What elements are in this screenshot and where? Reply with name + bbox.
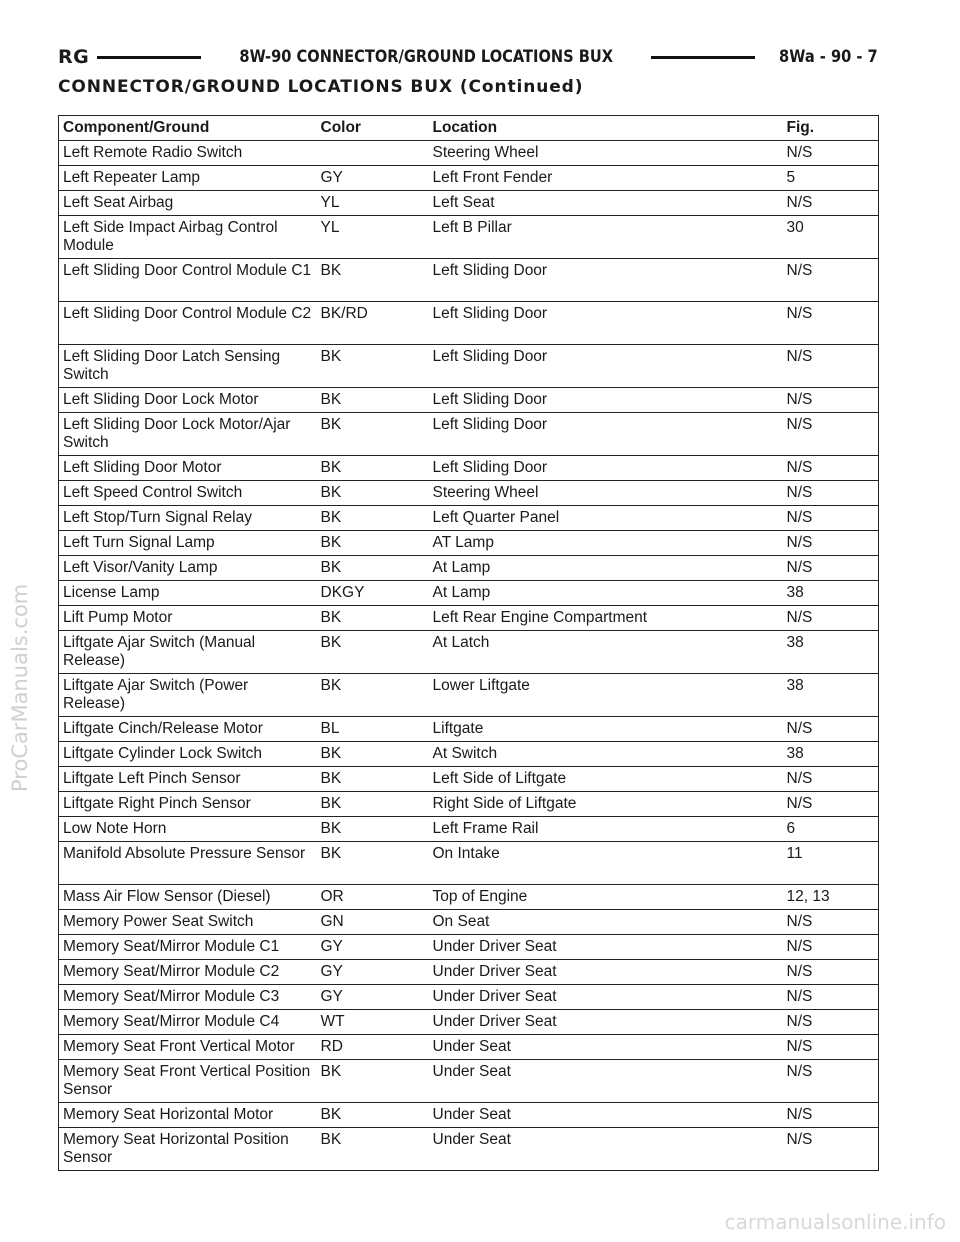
table-row	[59, 506, 879, 531]
cell-component: Memory Seat Front Vertical Motor	[59, 1035, 317, 1060]
cell-component: Liftgate Cinch/Release Motor	[59, 717, 317, 742]
cell-component: Left Stop/Turn Signal Relay	[59, 506, 317, 531]
cell-component: Memory Seat/Mirror Module C4	[59, 1010, 317, 1035]
table-row	[59, 345, 879, 388]
cell-color	[317, 141, 429, 166]
cell-fig: N/S	[783, 1010, 879, 1035]
cell-fig: N/S	[783, 1060, 879, 1103]
table-row	[59, 141, 879, 166]
cell-component: Left Seat Airbag	[59, 191, 317, 216]
cell-component: Liftgate Right Pinch Sensor	[59, 792, 317, 817]
cell-fig: N/S	[783, 531, 879, 556]
cell-fig: N/S	[783, 935, 879, 960]
cell-location: AT Lamp	[429, 531, 783, 556]
header-vehicle-code: RG	[58, 46, 90, 68]
table-row	[59, 413, 879, 456]
cell-component: Left Remote Radio Switch	[59, 141, 317, 166]
cell-component: Manifold Absolute Pressure Sensor	[59, 842, 317, 885]
cell-fig: N/S	[783, 191, 879, 216]
cell-location: On Intake	[429, 842, 783, 885]
cell-fig: N/S	[783, 1103, 879, 1128]
cell-fig: 5	[783, 166, 879, 191]
header-rule-left	[97, 56, 201, 59]
table-row	[59, 581, 879, 606]
cell-component: Memory Seat/Mirror Module C2	[59, 960, 317, 985]
page-header	[58, 44, 878, 70]
cell-fig: 38	[783, 581, 879, 606]
cell-color: BK	[317, 1060, 429, 1103]
cell-location: Left Side of Liftgate	[429, 767, 783, 792]
cell-color: BK	[317, 481, 429, 506]
cell-fig: N/S	[783, 606, 879, 631]
table-row	[59, 674, 879, 717]
cell-component: Memory Seat Horizontal Motor	[59, 1103, 317, 1128]
cell-component: Mass Air Flow Sensor (Diesel)	[59, 885, 317, 910]
cell-color: BK	[317, 842, 429, 885]
cell-location: Left Seat	[429, 191, 783, 216]
table-row	[59, 717, 879, 742]
cell-color: YL	[317, 216, 429, 259]
cell-color: BK	[317, 531, 429, 556]
table-row	[59, 1010, 879, 1035]
header-rule-right	[651, 56, 755, 59]
side-watermark: ProCarManuals.com	[8, 583, 32, 792]
table-row	[59, 302, 879, 345]
table-row	[59, 191, 879, 216]
cell-color: BK	[317, 792, 429, 817]
table-row	[59, 910, 879, 935]
table-row	[59, 481, 879, 506]
cell-fig: N/S	[783, 481, 879, 506]
table-body	[59, 141, 879, 1171]
cell-color: BK	[317, 817, 429, 842]
cell-color: BK	[317, 1103, 429, 1128]
cell-location: Under Driver Seat	[429, 935, 783, 960]
table-row	[59, 556, 879, 581]
cell-component: Liftgate Left Pinch Sensor	[59, 767, 317, 792]
cell-component: Left Sliding Door Control Module C1	[59, 259, 317, 302]
cell-fig: 38	[783, 631, 879, 674]
cell-location: Top of Engine	[429, 885, 783, 910]
cell-fig: N/S	[783, 1035, 879, 1060]
table-row	[59, 456, 879, 481]
cell-location: Left Sliding Door	[429, 302, 783, 345]
cell-location: Left Sliding Door	[429, 259, 783, 302]
cell-fig: N/S	[783, 910, 879, 935]
cell-fig: 12, 13	[783, 885, 879, 910]
header-page-number: 8Wa - 90 - 7	[779, 47, 878, 67]
cell-location: At Switch	[429, 742, 783, 767]
cell-fig: N/S	[783, 717, 879, 742]
cell-color: BK	[317, 742, 429, 767]
cell-color: OR	[317, 885, 429, 910]
cell-color: BK	[317, 506, 429, 531]
cell-component: Low Note Horn	[59, 817, 317, 842]
cell-location: Under Seat	[429, 1060, 783, 1103]
cell-color: BK	[317, 388, 429, 413]
table-row	[59, 1128, 879, 1171]
cell-component: Left Visor/Vanity Lamp	[59, 556, 317, 581]
section-title: CONNECTOR/GROUND LOCATIONS BUX (Continued)	[58, 77, 584, 97]
table-row	[59, 216, 879, 259]
cell-component: Left Sliding Door Motor	[59, 456, 317, 481]
cell-location: Left Sliding Door	[429, 388, 783, 413]
table-row	[59, 960, 879, 985]
cell-component: Left Sliding Door Control Module C2	[59, 302, 317, 345]
cell-fig: 38	[783, 674, 879, 717]
cell-location: Left Rear Engine Compartment	[429, 606, 783, 631]
cell-fig: N/S	[783, 556, 879, 581]
table-header-row	[59, 116, 879, 141]
cell-location: Lower Liftgate	[429, 674, 783, 717]
cell-component: Memory Seat/Mirror Module C3	[59, 985, 317, 1010]
table-row	[59, 985, 879, 1010]
cell-color: BK	[317, 413, 429, 456]
cell-location: Under Driver Seat	[429, 985, 783, 1010]
table-row	[59, 166, 879, 191]
table-row	[59, 792, 879, 817]
cell-component: Memory Power Seat Switch	[59, 910, 317, 935]
cell-color: BK/RD	[317, 302, 429, 345]
cell-color: GY	[317, 960, 429, 985]
cell-color: BK	[317, 345, 429, 388]
cell-fig: 30	[783, 216, 879, 259]
cell-location: Liftgate	[429, 717, 783, 742]
cell-fig: N/S	[783, 345, 879, 388]
cell-fig: 6	[783, 817, 879, 842]
cell-color: BK	[317, 631, 429, 674]
cell-fig: N/S	[783, 413, 879, 456]
cell-fig: N/S	[783, 985, 879, 1010]
cell-component: Left Sliding Door Lock Motor/Ajar Switch	[59, 413, 317, 456]
cell-color: DKGY	[317, 581, 429, 606]
cell-component: Left Side Impact Airbag Control Module	[59, 216, 317, 259]
cell-color: BK	[317, 606, 429, 631]
cell-fig: N/S	[783, 1128, 879, 1171]
cell-component: Memory Seat Horizontal Position Sensor	[59, 1128, 317, 1171]
cell-fig: N/S	[783, 506, 879, 531]
cell-color: GN	[317, 910, 429, 935]
cell-component: Left Repeater Lamp	[59, 166, 317, 191]
column-header-component: Component/Ground	[59, 116, 317, 141]
cell-component: Liftgate Cylinder Lock Switch	[59, 742, 317, 767]
cell-fig: N/S	[783, 259, 879, 302]
cell-color: BK	[317, 1128, 429, 1171]
cell-component: Liftgate Ajar Switch (Power Release)	[59, 674, 317, 717]
cell-location: Left Frame Rail	[429, 817, 783, 842]
table-row	[59, 742, 879, 767]
cell-fig: N/S	[783, 767, 879, 792]
cell-color: BK	[317, 674, 429, 717]
cell-component: Left Sliding Door Latch Sensing Switch	[59, 345, 317, 388]
table-row	[59, 1060, 879, 1103]
cell-component: Memory Seat Front Vertical Position Sensor	[59, 1060, 317, 1103]
cell-location: On Seat	[429, 910, 783, 935]
bottom-watermark: carmanualsonline.info	[724, 1210, 946, 1234]
cell-location: Left Sliding Door	[429, 456, 783, 481]
table-row	[59, 1035, 879, 1060]
cell-fig: N/S	[783, 388, 879, 413]
cell-component: Left Speed Control Switch	[59, 481, 317, 506]
table-row	[59, 531, 879, 556]
table-row	[59, 631, 879, 674]
table-row	[59, 842, 879, 885]
cell-location: Under Seat	[429, 1128, 783, 1171]
cell-color: BK	[317, 767, 429, 792]
cell-component: Lift Pump Motor	[59, 606, 317, 631]
cell-color: BK	[317, 456, 429, 481]
cell-location: Under Driver Seat	[429, 960, 783, 985]
cell-component: Left Sliding Door Lock Motor	[59, 388, 317, 413]
column-header-color: Color	[317, 116, 429, 141]
cell-color: WT	[317, 1010, 429, 1035]
column-header-location: Location	[429, 116, 783, 141]
cell-color: GY	[317, 985, 429, 1010]
cell-location: At Lamp	[429, 581, 783, 606]
table-row	[59, 885, 879, 910]
cell-fig: N/S	[783, 141, 879, 166]
cell-fig: N/S	[783, 302, 879, 345]
cell-fig: N/S	[783, 456, 879, 481]
cell-location: Steering Wheel	[429, 141, 783, 166]
cell-fig: N/S	[783, 960, 879, 985]
header-section-name: 8W-90 CONNECTOR/GROUND LOCATIONS BUX	[239, 47, 614, 67]
cell-location: At Latch	[429, 631, 783, 674]
cell-location: Left Sliding Door	[429, 345, 783, 388]
table-row	[59, 935, 879, 960]
cell-component: Left Turn Signal Lamp	[59, 531, 317, 556]
table-row	[59, 388, 879, 413]
cell-color: GY	[317, 935, 429, 960]
cell-location: Right Side of Liftgate	[429, 792, 783, 817]
table-row	[59, 767, 879, 792]
cell-location: Steering Wheel	[429, 481, 783, 506]
cell-color: BK	[317, 556, 429, 581]
table-row	[59, 259, 879, 302]
cell-component: License Lamp	[59, 581, 317, 606]
cell-color: RD	[317, 1035, 429, 1060]
cell-color: BL	[317, 717, 429, 742]
table-row	[59, 606, 879, 631]
cell-location: Under Seat	[429, 1035, 783, 1060]
cell-location: At Lamp	[429, 556, 783, 581]
cell-color: BK	[317, 259, 429, 302]
cell-component: Memory Seat/Mirror Module C1	[59, 935, 317, 960]
cell-location: Left Sliding Door	[429, 413, 783, 456]
cell-color: GY	[317, 166, 429, 191]
cell-fig: 38	[783, 742, 879, 767]
cell-fig: N/S	[783, 792, 879, 817]
cell-color: YL	[317, 191, 429, 216]
table-row	[59, 1103, 879, 1128]
connector-locations-table	[58, 115, 879, 1171]
cell-location: Left Front Fender	[429, 166, 783, 191]
cell-fig: 11	[783, 842, 879, 885]
cell-component: Liftgate Ajar Switch (Manual Release)	[59, 631, 317, 674]
cell-location: Under Driver Seat	[429, 1010, 783, 1035]
table-row	[59, 817, 879, 842]
column-header-fig: Fig.	[783, 116, 879, 141]
cell-location: Left B Pillar	[429, 216, 783, 259]
cell-location: Left Quarter Panel	[429, 506, 783, 531]
cell-location: Under Seat	[429, 1103, 783, 1128]
